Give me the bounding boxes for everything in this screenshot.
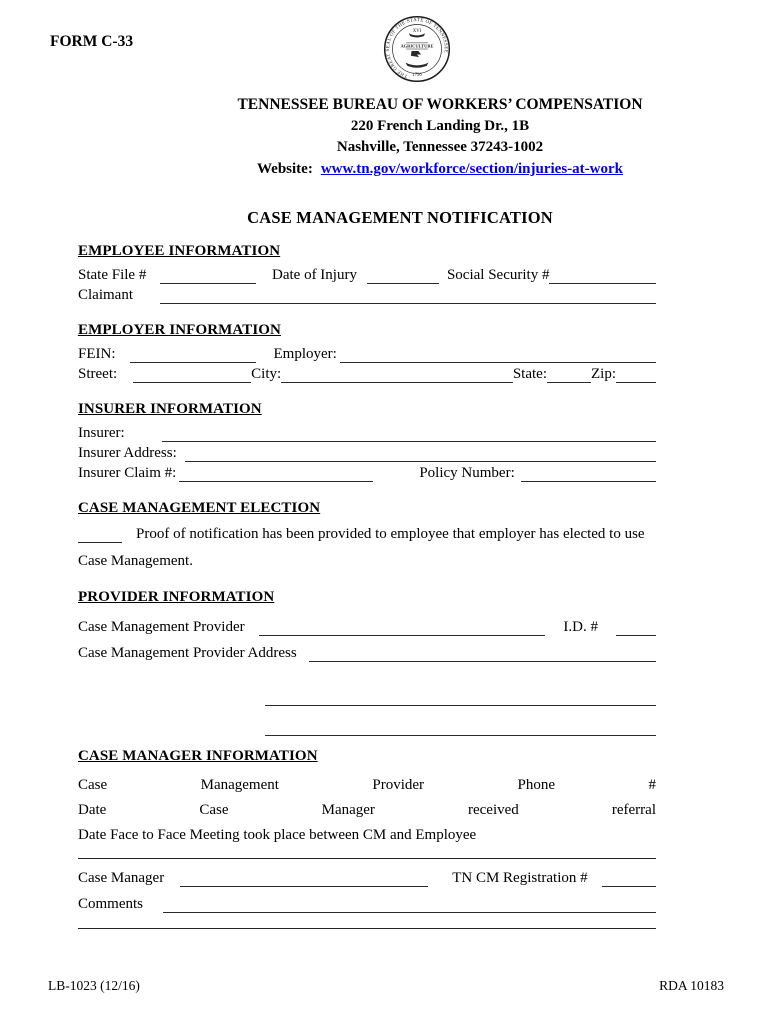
state-label: State:	[512, 366, 547, 382]
section-case-management-election	[78, 500, 656, 570]
word-date: Date	[78, 802, 107, 818]
city-label: City:	[251, 366, 282, 382]
zip-label: Zip:	[591, 366, 616, 382]
section-case-manager-information	[78, 748, 656, 929]
fein-label: FEIN:	[78, 346, 116, 362]
word-case: Case	[78, 777, 108, 793]
tennessee-state-seal-icon	[383, 14, 451, 84]
face-to-face-meeting-text: Date Face to Face Meeting took place between CM and Employee	[78, 827, 477, 843]
insurer-information-heading: INSURER INFORMATION	[78, 401, 262, 417]
form-revision-code: LB-1023 (12/16)	[48, 978, 140, 993]
address-line-1: 220 French Landing Dr., 1B	[350, 117, 530, 134]
cm-provider-input[interactable]	[259, 635, 546, 636]
cm-provider-address-label: Case Management Provider Address	[78, 645, 297, 661]
street-label: Street:	[78, 366, 118, 382]
insurer-input[interactable]	[162, 441, 656, 442]
divider-line-top[interactable]	[78, 858, 656, 859]
comments-input[interactable]	[163, 912, 656, 913]
tn-cm-registration-input[interactable]	[602, 886, 656, 887]
case-manager-row	[78, 866, 656, 887]
state-file-input[interactable]	[160, 283, 256, 284]
street-input[interactable]	[133, 382, 251, 383]
rda-number: RDA 10183	[659, 978, 724, 993]
seal-ring-text: THE GREAT SEAL OF THE STATE OF TENNESSEE	[386, 18, 448, 79]
employer-information-heading: EMPLOYER INFORMATION	[78, 322, 281, 338]
employer-input[interactable]	[340, 362, 656, 363]
case-management-election-heading: CASE MANAGEMENT ELECTION	[78, 500, 321, 516]
state-input[interactable]	[547, 382, 591, 383]
cm-provider-address-input-2[interactable]	[265, 676, 656, 706]
employee-row-1	[78, 264, 656, 284]
provider-information-heading: PROVIDER INFORMATION	[78, 589, 275, 605]
cm-provider-address-input-3[interactable]	[265, 706, 656, 736]
case-manager-information-heading: CASE MANAGER INFORMATION	[78, 748, 318, 764]
address-line-2: Nashville, Tennessee 37243-1002	[336, 139, 544, 155]
comments-row	[78, 892, 656, 913]
provider-address-extra-row-1	[78, 676, 656, 706]
case-manager-justified-row-2	[78, 794, 656, 819]
zip-input[interactable]	[616, 382, 656, 383]
election-statement-continued: Case Management.	[78, 553, 193, 569]
insurer-claim-label: Insurer Claim #:	[78, 465, 177, 481]
word-case-2: Case	[199, 802, 229, 818]
city-input[interactable]	[281, 382, 513, 383]
section-employer-information	[78, 322, 656, 383]
word-phone: Phone	[517, 777, 556, 793]
section-insurer-information	[78, 401, 656, 482]
case-manager-justified-row-1	[78, 769, 656, 794]
insurer-row-1	[78, 422, 656, 442]
word-received: received	[468, 802, 519, 818]
word-manager: Manager	[321, 802, 375, 818]
insurer-label: Insurer:	[78, 425, 125, 441]
insurer-address-input[interactable]	[185, 461, 656, 462]
cm-provider-address-input[interactable]	[309, 661, 656, 662]
provider-row-1	[78, 610, 656, 636]
seal-numeral: XVI	[412, 29, 422, 34]
date-of-injury-label: Date of Injury	[272, 267, 357, 283]
provider-id-input[interactable]	[616, 635, 656, 636]
insurer-row-2	[78, 442, 656, 462]
employer-row-1	[78, 343, 656, 363]
form-body	[78, 243, 656, 929]
section-provider-information	[78, 589, 656, 736]
election-statement: Proof of notification has been provided to employee that employer has elected to use	[136, 526, 645, 542]
word-provider: Provider	[372, 777, 425, 793]
employer-label: Employer:	[273, 346, 337, 362]
date-of-injury-input[interactable]	[367, 283, 439, 284]
page-title: CASE MANAGEMENT NOTIFICATION	[247, 208, 553, 227]
policy-number-label: Policy Number:	[419, 465, 515, 481]
state-file-label: State File #	[78, 267, 147, 283]
election-mark-input[interactable]	[78, 542, 122, 543]
election-row	[78, 521, 656, 543]
website-link[interactable]: www.tn.gov/workforce/section/injuries-at-work	[320, 160, 623, 177]
form-number: FORM C-33	[50, 33, 134, 50]
section-employee-information	[78, 243, 656, 304]
comments-label: Comments	[78, 896, 144, 912]
organization-name: TENNESSEE BUREAU OF WORKERS’ COMPENSATION	[237, 96, 643, 113]
provider-row-2	[78, 636, 656, 662]
seal-year: 1796	[412, 73, 422, 79]
claimant-input[interactable]	[160, 303, 656, 304]
tn-cm-registration-label: TN CM Registration #	[452, 870, 588, 886]
social-security-input[interactable]	[549, 283, 656, 284]
seal-agriculture-label: AGRICULTURE	[400, 43, 434, 49]
employer-row-2	[78, 363, 656, 383]
provider-id-label: I.D. #	[563, 619, 598, 635]
website-label: Website:	[256, 160, 313, 177]
claimant-label: Claimant	[78, 287, 133, 303]
insurer-row-3	[78, 462, 656, 482]
cm-provider-label: Case Management Provider	[78, 619, 245, 635]
letterhead	[110, 94, 770, 180]
insurer-claim-input[interactable]	[179, 481, 373, 482]
word-number-sign: #	[648, 777, 656, 793]
case-manager-input[interactable]	[180, 886, 428, 887]
fein-input[interactable]	[130, 362, 256, 363]
policy-number-input[interactable]	[521, 481, 656, 482]
word-management: Management	[200, 777, 279, 793]
social-security-label: Social Security #	[446, 267, 550, 283]
divider-line-bottom[interactable]	[78, 928, 656, 929]
insurer-address-label: Insurer Address:	[78, 445, 177, 461]
case-manager-label: Case Manager	[78, 870, 165, 886]
word-referral: referral	[611, 802, 656, 818]
employee-information-heading: EMPLOYEE INFORMATION	[78, 243, 281, 259]
employee-row-2	[78, 284, 656, 304]
provider-address-extra-row-2	[78, 706, 656, 736]
